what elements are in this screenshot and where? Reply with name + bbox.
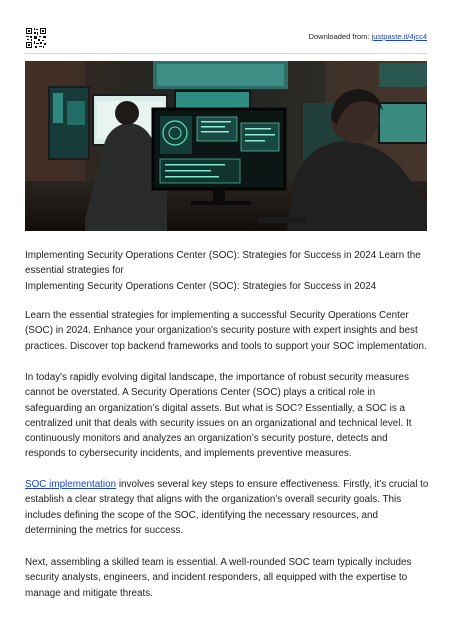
page-header [25, 27, 427, 49]
hero-image [25, 61, 427, 231]
title-line: Implementing Security Operations Center (SOC): Strategies for Success in 2024 [25, 280, 377, 292]
intro-text: Learn the essential strategies for implementing a successful Security Operations Center (SOC) in 2024. Enhance your organization's security posture with expert insights and best practices. Discover top backend frameworks and tools to support your SOC implementation. [25, 310, 427, 352]
header-divider [25, 53, 427, 54]
title-line: Implementing Security Operations Center (SOC): Strategies for Success in 2024 Learn the [25, 250, 421, 261]
soc-implementation-link[interactable]: SOC implementation [25, 479, 117, 490]
intro-paragraph [25, 308, 429, 354]
soc-operators-illustration [25, 61, 427, 231]
title-line: essential strategies for [25, 265, 124, 277]
paragraph-text [25, 477, 429, 538]
download-source [309, 32, 427, 41]
article-title [25, 248, 429, 294]
body-paragraph [25, 477, 429, 538]
download-source-label: Downloaded from: [308, 32, 370, 41]
paragraph-text: In today's rapidly evolving digital landscape, the importance of robust security measures cannot be overstated. A Security Operations Center (SOC) plays a critical role in safeguarding an organization’s digital assets. But what is SOC? Essentially, a SOC is a centralized unit that deals with security issues on an organizational and technical level. It continuously monitors and analyzes an organization’s security posture, detects and responds to cybersecurity incidents, and implements preventive measures. [25, 372, 412, 460]
paragraph-text: Next, assembling a skilled team is essential. A well-rounded SOC team typically includes security analysts, engineers, and incident responders, all equipped with the expertise to manage and mitigate threats. [25, 557, 412, 599]
body-paragraph [25, 555, 429, 601]
paragraph-text-rest: involves several key steps to ensure effectiveness. Firstly, it’s crucial to establish a clear strategy that aligns with the organization’s overall security goals. This includes defining the scope of the SOC, identifying the necessary resources, and determining the metrics for success. [25, 479, 429, 536]
source-link[interactable]: justpaste.it/4jcc4 [371, 32, 427, 41]
body-paragraph [25, 370, 429, 462]
qr-code-icon [25, 27, 47, 49]
